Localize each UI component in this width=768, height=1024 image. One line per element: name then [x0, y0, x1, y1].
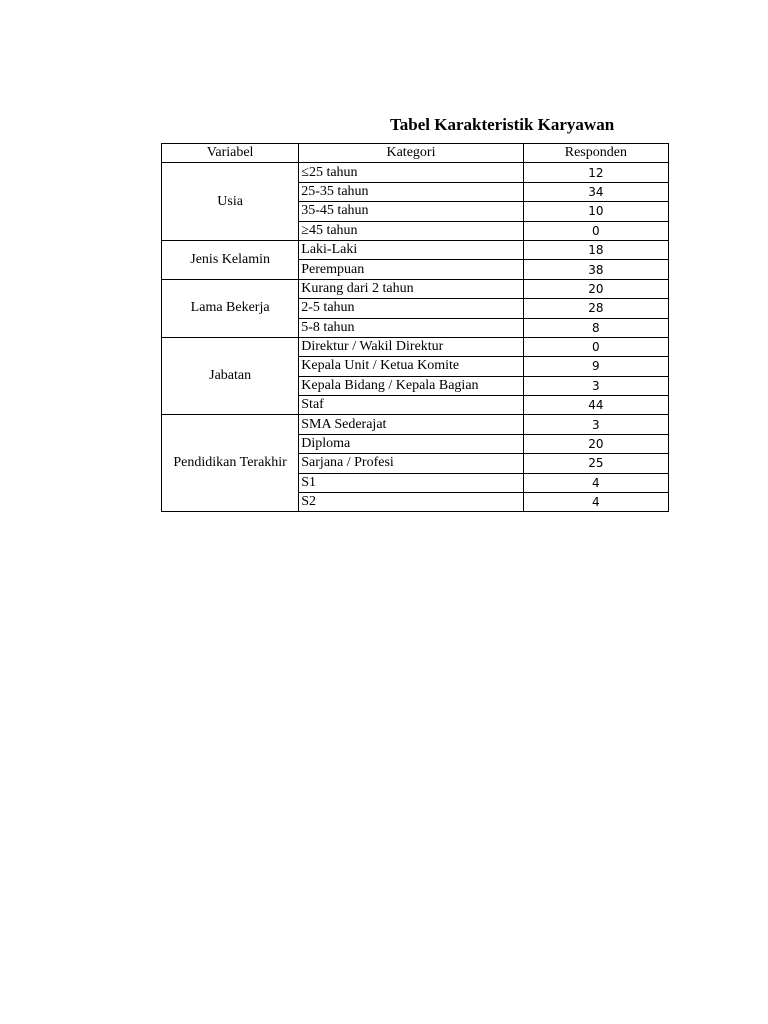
category-cell: Direktur / Wakil Direktur [299, 337, 523, 356]
category-cell: Sarjana / Profesi [299, 454, 523, 473]
count-cell: 20 [523, 434, 668, 453]
table-title: Tabel Karakteristik Karyawan [390, 115, 615, 134]
count-cell: 10 [523, 202, 668, 221]
count-cell: 34 [523, 182, 668, 201]
category-cell: S1 [299, 473, 523, 492]
variable-cell-jenis-kelamin: Jenis Kelamin [162, 240, 299, 279]
table-header-row [162, 144, 669, 163]
count-cell: 4 [523, 473, 668, 492]
category-cell: Kepala Unit / Ketua Komite [299, 357, 523, 376]
table-row [162, 163, 669, 182]
count-cell: 25 [523, 454, 668, 473]
count-cell: 0 [523, 337, 668, 356]
count-cell: 44 [523, 396, 668, 415]
header-responden: Responden [523, 144, 668, 163]
category-cell: Kurang dari 2 tahun [299, 279, 523, 298]
category-cell: Staf [299, 396, 523, 415]
count-cell: 9 [523, 357, 668, 376]
table-row [162, 279, 669, 298]
category-cell: Kepala Bidang / Kepala Bagian [299, 376, 523, 395]
category-cell: ≤25 tahun [299, 163, 523, 182]
variable-cell-usia: Usia [162, 163, 299, 241]
count-cell: 0 [523, 221, 668, 240]
count-cell: 3 [523, 376, 668, 395]
characteristics-table [161, 143, 669, 512]
variable-cell-pendidikan-terakhir: Pendidikan Terakhir [162, 415, 299, 512]
category-cell: Perempuan [299, 260, 523, 279]
table-row [162, 337, 669, 356]
variable-cell-jabatan: Jabatan [162, 337, 299, 415]
count-cell: 12 [523, 163, 668, 182]
category-cell: S2 [299, 493, 523, 512]
category-cell: ≥45 tahun [299, 221, 523, 240]
count-cell: 8 [523, 318, 668, 337]
header-kategori: Kategori [299, 144, 523, 163]
table-row [162, 415, 669, 434]
count-cell: 3 [523, 415, 668, 434]
variable-cell-lama-bekerja: Lama Bekerja [162, 279, 299, 337]
category-cell: Laki-Laki [299, 240, 523, 259]
count-cell: 4 [523, 493, 668, 512]
header-variabel: Variabel [162, 144, 299, 163]
category-cell: 2-5 tahun [299, 299, 523, 318]
category-cell: 5-8 tahun [299, 318, 523, 337]
count-cell: 28 [523, 299, 668, 318]
category-cell: Diploma [299, 434, 523, 453]
count-cell: 20 [523, 279, 668, 298]
category-cell: 25-35 tahun [299, 182, 523, 201]
category-cell: SMA Sederajat [299, 415, 523, 434]
count-cell: 18 [523, 240, 668, 259]
category-cell: 35-45 tahun [299, 202, 523, 221]
table-row [162, 240, 669, 259]
count-cell: 38 [523, 260, 668, 279]
